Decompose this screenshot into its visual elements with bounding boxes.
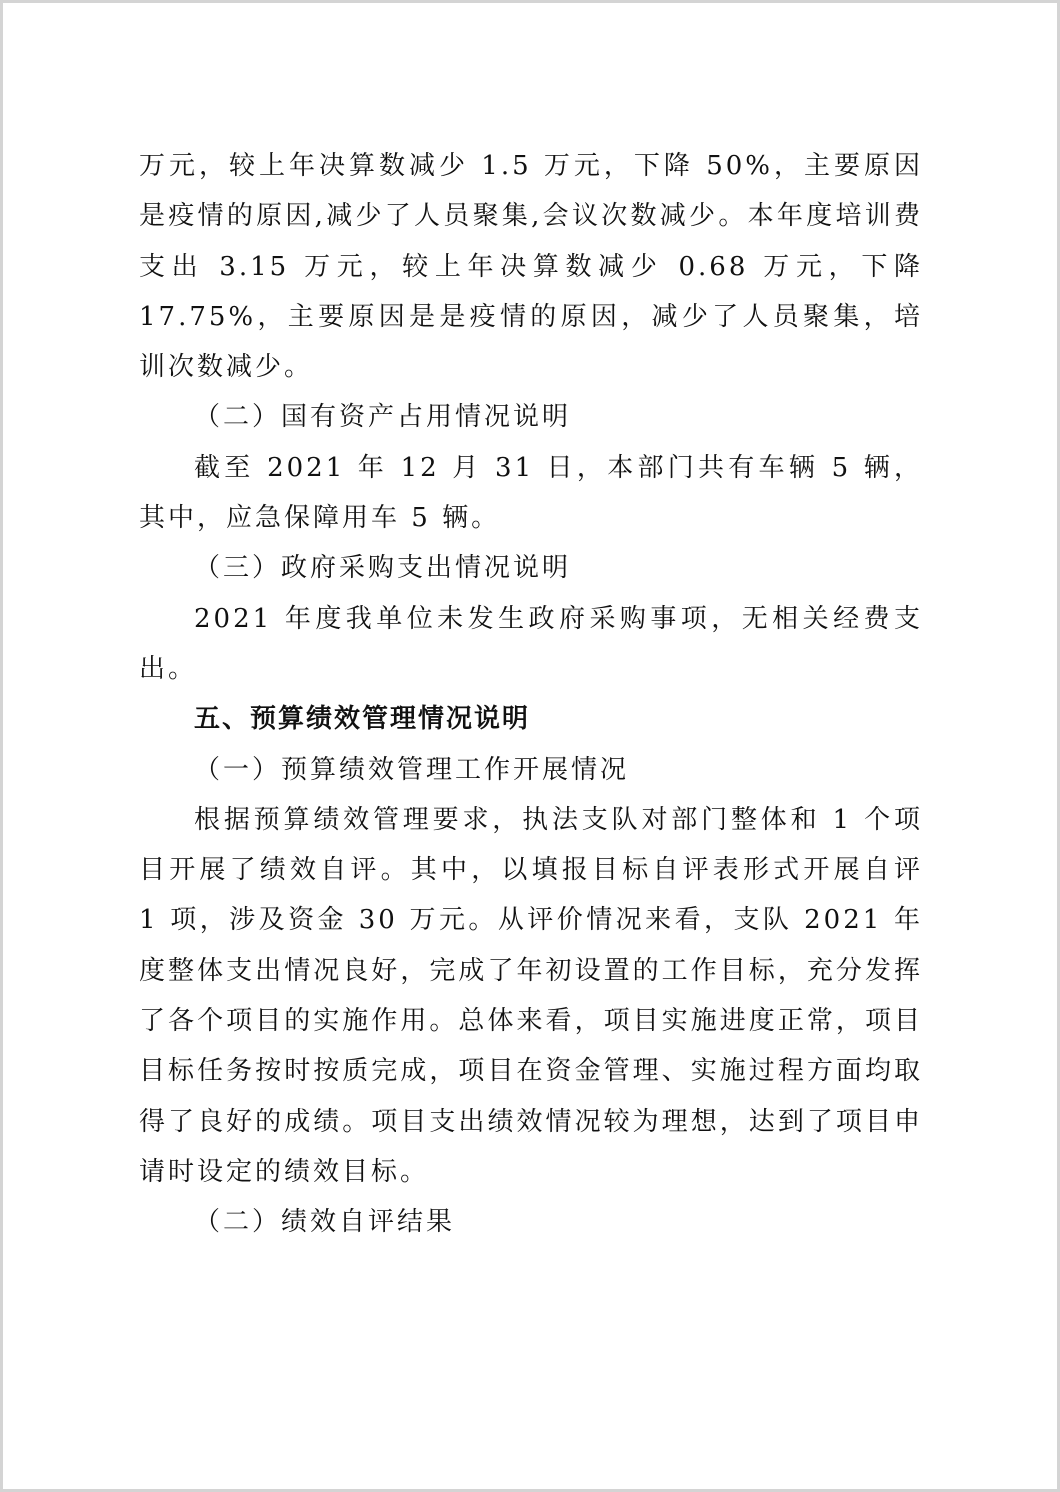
paragraph-performance-evaluation: 根据预算绩效管理要求，执法支队对部门整体和 1 个项目开展了绩效自评。其中，以填报目标自评表形式开展自评 1 项，涉及资金 30 万元。从评价情况来看，支队 2021 年度整体支出情况良好，完成了年初设置的工作目标，充分发挥了各个项目的实施作用。总体来看，项目实施进度正常，项目目标任务按时按质完成，项目在资金管理、实施过程方面均取得了良好的成绩。项目支出绩效情况较为理想，达到了项目申请时设定的绩效目标。: [139, 804, 923, 1187]
paragraph-vehicles: 截至 2021 年 12 月 31 日，本部门共有车辆 5 辆，其中，应急保障用车 5 辆。: [139, 452, 923, 534]
subheading-state-assets: （二）国有资产占用情况说明: [194, 402, 572, 433]
paragraph-procurement: 2021 年度我单位未发生政府采购事项，无相关经费支出。: [139, 603, 923, 684]
document-page: [3, 3, 1057, 1489]
subheading-self-evaluation-result: （二）绩效自评结果: [194, 1207, 456, 1238]
subheading-performance-work: （一）预算绩效管理工作开展情况: [194, 754, 630, 785]
document-content: [139, 141, 923, 1248]
heading-budget-performance: 五、预算绩效管理情况说明: [194, 704, 531, 735]
paragraph-meeting-training-expense: 万元，较上年决算数减少 1.5 万元，下降 50%，主要原因是疫情的原因,减少了人员聚集,会议次数减少。本年度培训费支出 3.15 万元，较上年决算数减少 0.68 万元，下降 17.75%，主要原因是是疫情的原因，减少了人员聚集，培训次数减少。: [139, 151, 923, 383]
subheading-government-procurement: （三）政府采购支出情况说明: [194, 553, 572, 584]
